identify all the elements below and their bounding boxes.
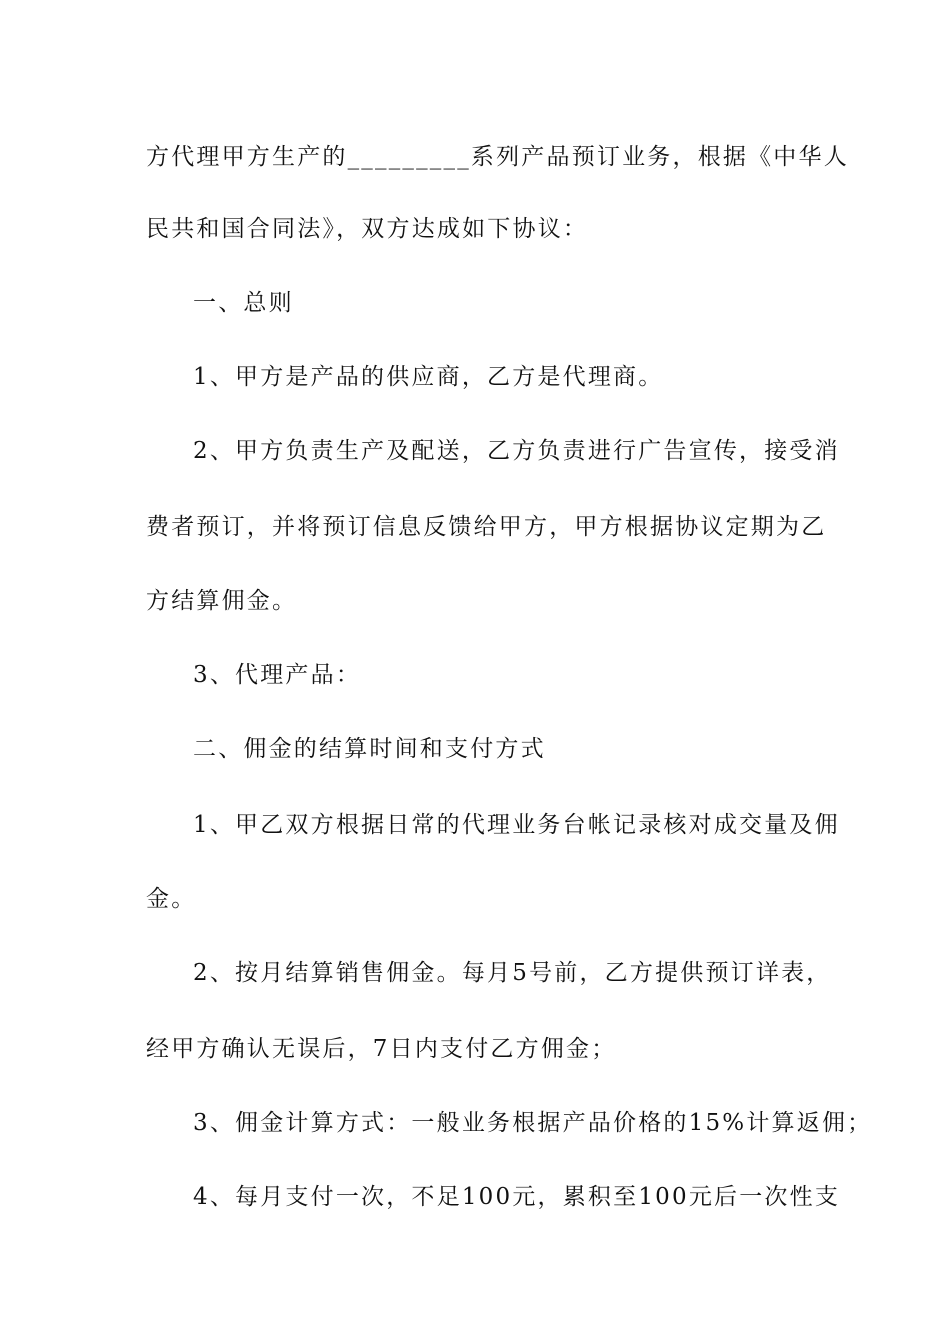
section-heading: 一、总则 bbox=[193, 290, 294, 316]
paragraph-line: 方代理甲方生产的_________系列产品预订业务，根据《中华人 bbox=[146, 144, 849, 170]
paragraph-line: 3、代理产品： bbox=[193, 662, 362, 688]
paragraph-line: 3、佣金计算方式：一般业务根据产品价格的15%计算返佣； bbox=[193, 1110, 873, 1136]
paragraph-line: 2、甲方负责生产及配送，乙方负责进行广告宣传，接受消 bbox=[193, 438, 840, 464]
paragraph-line: 4、每月支付一次，不足100元，累积至100元后一次性支 bbox=[193, 1184, 841, 1210]
paragraph-line: 经甲方确认无误后，7日内支付乙方佣金； bbox=[146, 1036, 617, 1062]
section-heading: 二、佣金的结算时间和支付方式 bbox=[193, 736, 546, 762]
paragraph-line: 金。 bbox=[146, 886, 197, 912]
paragraph-line: 方结算佣金。 bbox=[146, 588, 298, 614]
paragraph-line: 费者预订，并将预订信息反馈给甲方，甲方根据协议定期为乙 bbox=[146, 514, 827, 540]
paragraph-line: 1、甲方是产品的供应商，乙方是代理商。 bbox=[193, 364, 664, 390]
paragraph-line: 民共和国合同法》，双方达成如下协议： bbox=[146, 216, 589, 242]
paragraph-line: 1、甲乙双方根据日常的代理业务台帐记录核对成交量及佣 bbox=[193, 812, 840, 838]
paragraph-line: 2、按月结算销售佣金。每月5号前，乙方提供预订详表， bbox=[193, 960, 832, 986]
